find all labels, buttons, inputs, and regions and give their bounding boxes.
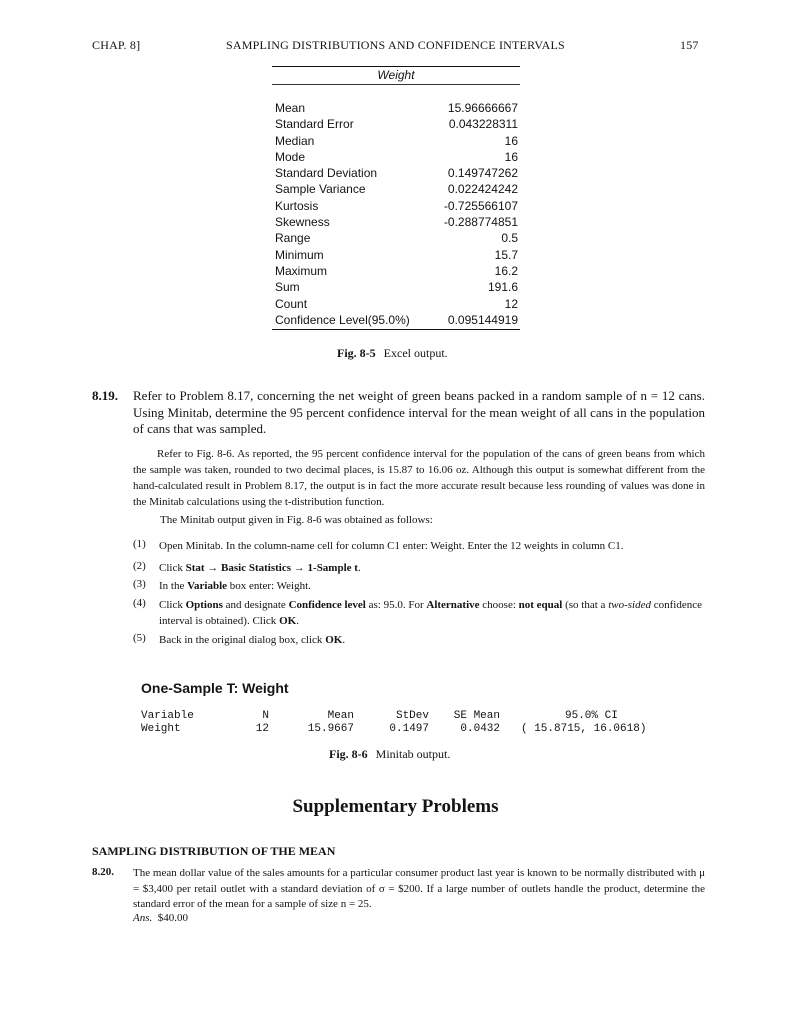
stat-value: 0.095144919 <box>447 312 518 327</box>
stat-value: 0.5 <box>501 231 518 246</box>
stat-label: Kurtosis <box>275 198 319 213</box>
column-header: Mean <box>327 710 354 722</box>
step-text-segment: Click <box>159 562 186 574</box>
table-row <box>272 116 520 132</box>
minitab-intro: The Minitab output given in Fig. 8-6 was obtained as follows: <box>160 514 433 526</box>
stat-label: Standard Error <box>275 117 354 132</box>
table-row <box>272 279 520 295</box>
problem-statement: Refer to Problem 8.17, concerning the net weight of green beans packed in a random sample of n = 12 cans. Using Minitab, determine the 95 percent confidence interval for the mean weight of all cans in the population of cans that was sampled. <box>133 388 705 436</box>
solution-paragraph: Refer to Fig. 8-6. As reported, the 95 percent confidence interval for the population of the cans of green beans from which the sample was taken, rounded to two decimal places, is 15.87 to 16.06 oz. Although this output is somewhat different from the hand-calculated result in Problem 8.17, the output is in fact the more accurate result because less rounding of values was done in the Minitab calculations using the t-distribution function. <box>133 448 705 508</box>
step-text-segment: choose: <box>479 599 519 611</box>
figure-caption-8-6 <box>329 747 450 762</box>
running-title: SAMPLING DISTRIBUTIONS AND CONFIDENCE INTERVALS <box>226 38 565 52</box>
step-number: (5) <box>133 632 146 644</box>
step-text-segment: → <box>204 562 222 574</box>
table-cell: Weight <box>141 723 181 735</box>
step-number: (2) <box>133 560 146 572</box>
table-row <box>272 247 520 263</box>
stat-value: 16.2 <box>494 263 518 278</box>
step-number: (3) <box>133 578 146 590</box>
table-title: Weight <box>377 68 415 82</box>
stat-label: Range <box>275 231 311 246</box>
table-row <box>272 198 520 214</box>
stat-value: 16 <box>504 149 518 164</box>
table-cell: 0.0432 <box>460 723 500 735</box>
stats-table <box>272 100 520 328</box>
stat-value: 0.022424242 <box>447 182 518 197</box>
column-header: N <box>262 710 269 722</box>
minitab-output-title: One-Sample T: Weight <box>141 680 289 696</box>
table-row <box>272 149 520 165</box>
caption-text: Excel output. <box>383 346 448 360</box>
step-text-segment: → <box>291 562 308 574</box>
table-cell: 15.9667 <box>307 723 354 735</box>
section-heading: SAMPLING DISTRIBUTION OF THE MEAN <box>92 844 336 858</box>
column-header: 95.0% CI <box>565 710 618 722</box>
step-text-segment: Click <box>159 599 186 611</box>
step-text-segment: OK <box>279 615 297 627</box>
step-text-segment: Confidence level <box>288 599 366 611</box>
step-text-segment: . <box>342 634 346 646</box>
step-number: (1) <box>133 538 146 550</box>
stat-label: Median <box>275 133 315 148</box>
caption-text: Minitab output. <box>375 747 451 761</box>
table-row <box>272 230 520 246</box>
page-number: 157 <box>680 38 699 52</box>
table-row <box>272 100 520 116</box>
step-number: (4) <box>133 597 146 609</box>
stat-label: Sum <box>275 280 300 295</box>
step-text-segment: . <box>296 615 299 627</box>
stat-label: Maximum <box>275 263 328 278</box>
stat-value: -0.725566107 <box>443 198 518 213</box>
column-header: SE Mean <box>453 710 500 722</box>
table-row <box>272 133 520 149</box>
stat-label: Sample Variance <box>275 182 366 197</box>
table-row <box>272 181 520 197</box>
stat-label: Mode <box>275 149 306 164</box>
stat-value: 15.7 <box>494 247 518 262</box>
stat-label: Standard Deviation <box>275 166 378 181</box>
stat-value: -0.288774851 <box>443 215 518 230</box>
step-text <box>159 560 705 576</box>
stat-value: 12 <box>504 296 518 311</box>
problem-statement: The mean dollar value of the sales amounts for a particular consumer product last year is known to be normally distributed with μ = $3,400 per retail outlet with a standard deviation of σ = $200. If a large number of outlets handle the product, determine the standard error of the mean for a sample of size n = 25. <box>133 867 705 910</box>
caption-number: Fig. 8-6 <box>329 747 368 761</box>
table-row <box>272 214 520 230</box>
column-header: Variable <box>141 710 194 722</box>
stat-value: 15.96666667 <box>447 101 518 115</box>
step-text-segment: Open Minitab. In the column-name cell for column C1 enter: Weight. Enter the 12 weights in column C1. <box>159 540 624 552</box>
stat-label: Count <box>275 296 308 311</box>
minitab-header-row <box>141 710 661 724</box>
step-text-segment: Back in the original dialog box, click <box>159 634 326 646</box>
stat-value: 0.149747262 <box>447 166 518 181</box>
stat-value: 16 <box>504 133 518 148</box>
problem-number: 8.19. <box>92 388 118 403</box>
table-cell: 0.1497 <box>389 723 429 735</box>
table-row <box>272 263 520 279</box>
figure-caption-8-5 <box>337 346 448 361</box>
table-header-rule <box>272 84 520 85</box>
stat-value: 0.043228311 <box>448 117 518 132</box>
step-text-segment: (so that a <box>562 599 609 611</box>
step-text-segment: 1-Sample t <box>307 562 358 574</box>
step-text-segment: not equal <box>518 599 563 611</box>
answer-value: $40.00 <box>157 912 188 924</box>
table-row <box>272 165 520 181</box>
supplementary-heading: Supplementary Problems <box>292 796 499 817</box>
table-cell: 12 <box>255 723 269 735</box>
stat-label: Confidence Level(95.0%) <box>275 312 410 327</box>
step-text-segment: Alternative <box>426 599 480 611</box>
step-text-segment: as: 95.0. For <box>365 599 427 611</box>
step-text <box>159 538 705 554</box>
table-cell: ( 15.8715, 16.0618) <box>521 723 647 735</box>
step-text-segment: confidence interval is obtained). Click <box>159 599 702 627</box>
step-text-segment: Variable <box>187 580 228 592</box>
step-text <box>159 597 705 629</box>
step-text-segment: and designate <box>222 599 289 611</box>
caption-number: Fig. 8-5 <box>337 346 376 360</box>
table-row <box>272 312 520 328</box>
step-text-segment: OK <box>325 634 343 646</box>
step-text-segment: In the <box>159 580 188 592</box>
step-text-segment: Stat <box>185 562 205 574</box>
step-text-segment: . <box>357 562 361 574</box>
step-text-segment: two-sided <box>608 599 651 611</box>
chapter-label: CHAP. 8] <box>92 38 141 52</box>
stat-label: Minimum <box>275 247 324 262</box>
minitab-data-row <box>141 723 661 737</box>
excel-output-table <box>272 66 520 330</box>
table-bottom-rule <box>272 329 520 330</box>
answer-line <box>133 912 188 924</box>
problem-number: 8.20. <box>92 866 114 878</box>
step-text <box>159 578 705 594</box>
stat-label: Mean <box>275 101 306 115</box>
step-text-segment: Basic Statistics <box>221 562 292 574</box>
stat-value: 191.6 <box>487 280 518 295</box>
answer-label: Ans. <box>133 912 153 924</box>
table-row <box>272 296 520 312</box>
column-header: StDev <box>395 710 429 722</box>
step-text-segment: Options <box>185 599 223 611</box>
step-text-segment: box enter: Weight. <box>227 580 311 592</box>
step-text <box>159 632 705 648</box>
stat-label: Skewness <box>275 215 330 230</box>
